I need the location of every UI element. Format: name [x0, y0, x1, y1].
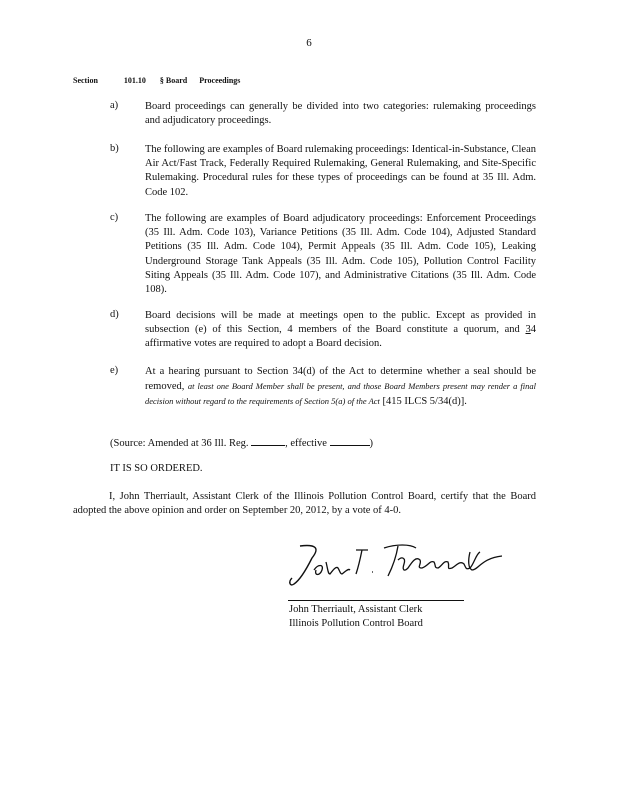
- heading-subject-prefix: § Board: [159, 76, 188, 85]
- subsection-label: e): [110, 365, 119, 376]
- subsection-label: a): [110, 100, 119, 111]
- page-number: 6: [306, 37, 312, 49]
- underlined-insert: 3: [525, 324, 531, 336]
- source-middle: , effective: [285, 438, 327, 449]
- signatory-name-title: John Therriault, Assistant Clerk: [289, 604, 423, 615]
- signatory-block: [289, 603, 423, 631]
- section-heading: [73, 76, 240, 85]
- text-after: 4 affirmative votes are required to adopt a Board decision.: [145, 324, 536, 350]
- handwritten-signature: [286, 540, 536, 590]
- subsection-text: [145, 309, 536, 352]
- statutory-quote: at least one Board Member shall be present, and those Board Members present may render a final decision without regard to the requirements of Section 5(a) of the Act: [145, 381, 536, 407]
- subsection-text: The following are examples of Board adjudicatory proceedings: Enforcement Proceedings (35 Ill. Adm. Code 103), Variance Petitions (35 Ill. Adm. Code 104), Adjusted Standard Petitions (35 Ill. Adm. Code 104), Permit Appeals (35 Ill. Adm. Code 105), Leaking Underground Storage Tank Appeals (35 Ill. Adm. Code 105), Pollution Control Facility Siting Appeals (35 Ill. Adm. Code 107), and Administrative Citations (35 Ill. Adm. Code 108).: [145, 213, 536, 296]
- blank-line: [330, 435, 370, 446]
- signatory-organization: Illinois Pollution Control Board: [289, 618, 423, 629]
- source-suffix: ): [369, 438, 374, 449]
- order-statement: IT IS SO ORDERED.: [110, 463, 203, 474]
- subsection-text: Board proceedings can generally be divided into two categories: rulemaking proceedings and adjudicatory proceedings.: [145, 101, 536, 127]
- subsection-label: b): [110, 143, 119, 154]
- subsection-text: [145, 365, 536, 410]
- text-plain: At a hearing pursuant to Section 34(d) of the Act to determine whether a seal should be removed,: [145, 366, 536, 393]
- source-prefix: (Source: Amended at 36 Ill. Reg.: [110, 438, 249, 449]
- signature-text: John T. Therriault: [286, 540, 294, 541]
- heading-section-number: 101.10: [123, 76, 146, 85]
- clerk-certification: I, John Therriault, Assistant Clerk of the Illinois Pollution Control Board, certify that the Board adopted the above opinion and order on September 20, 2012, by a vote of 4-0.: [73, 491, 536, 517]
- text-before: Board decisions will be made at meetings open to the public. Except as provided in subsection (e) of this Section, 4 members of the Board constitute a quorum, and: [145, 310, 536, 336]
- blank-line: [251, 435, 285, 446]
- subsection-label: d): [110, 309, 119, 320]
- subsection-text: The following are examples of Board rulemaking proceedings: Identical-in-Substance, Clean Air Act/Fast Track, Federally Required Rulemaking, General Rulemaking, and Site-Specific Rulemaking. Procedural rules for these types of proceedings can be found at 35 Ill. Adm. Code 102.: [145, 144, 536, 198]
- heading-section-word: Section: [73, 76, 98, 85]
- citation: [415 ILCS 5/34(d)].: [379, 396, 467, 408]
- heading-subject: Proceedings: [199, 76, 241, 85]
- subsection-label: c): [110, 212, 119, 223]
- signature-line: [288, 600, 464, 601]
- source-note: [110, 435, 373, 449]
